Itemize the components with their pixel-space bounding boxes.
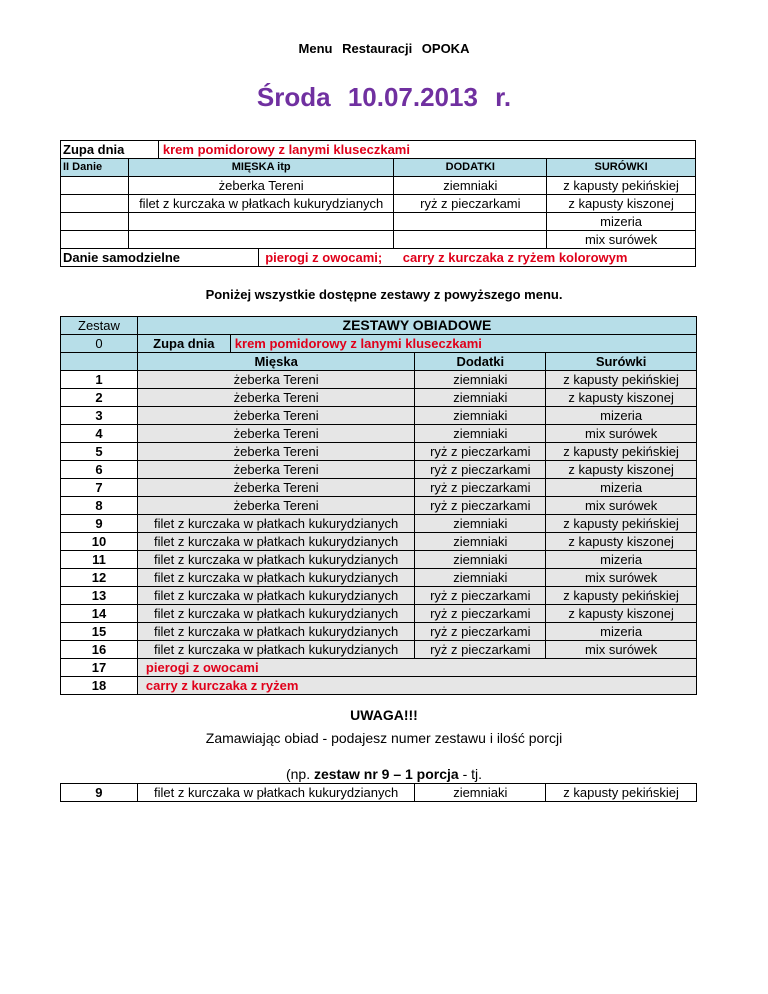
menu-meat [128, 213, 394, 231]
set-row [61, 533, 697, 551]
set-side: ryż z pieczarkami [415, 587, 546, 605]
set-meat: żeberka Tereni [137, 497, 414, 515]
set-number: 8 [61, 497, 138, 515]
set-row [61, 407, 697, 425]
set-row [61, 461, 697, 479]
menu-row [61, 213, 696, 231]
set-meat: żeberka Tereni [137, 389, 414, 407]
col-salads-header: SURÓWKI [547, 159, 696, 177]
set-salad: mix surówek [546, 569, 697, 587]
set-salad: mizeria [546, 623, 697, 641]
set-meat: filet z kurczaka w płatkach kukurydzianych [137, 605, 414, 623]
standalone-label: Danie samodzielne [61, 249, 259, 267]
set-salad: z kapusty kiszonej [546, 533, 697, 551]
set-meat: żeberka Tereni [137, 461, 414, 479]
set-number: 9 [61, 515, 138, 533]
col-meat-header: MIĘSKA itp [128, 159, 394, 177]
menu-row [61, 231, 696, 249]
set-number: 13 [61, 587, 138, 605]
set-side: ryż z pieczarkami [415, 443, 546, 461]
notice-title: UWAGA!!! [350, 707, 418, 723]
set-salad: z kapusty kiszonej [546, 389, 697, 407]
sets-col-meat: Mięska [137, 353, 414, 371]
set-number: 6 [61, 461, 138, 479]
set-salad: mizeria [546, 551, 697, 569]
notice-line: Zamawiając obiad - podajesz numer zestawu i ilość porcji [205, 730, 563, 746]
col-sides-header: DODATKI [394, 159, 547, 177]
set-row [61, 551, 697, 569]
set-meat: żeberka Tereni [137, 425, 414, 443]
example-meat: filet z kurczaka w płatkach kukurydzianych [137, 784, 415, 802]
sets-header: ZESTAWY OBIADOWE [137, 317, 696, 335]
soup-name: krem pomidorowy z lanymi kluseczkami [158, 141, 695, 159]
set-number: 3 [61, 407, 138, 425]
set-meat: filet z kurczaka w płatkach kukurydzianych [137, 515, 414, 533]
set-row [61, 641, 697, 659]
set-salad: mix surówek [546, 641, 697, 659]
set-side: ryż z pieczarkami [415, 605, 546, 623]
set-salad: z kapusty pekińskiej [546, 443, 697, 461]
set-side: ryż z pieczarkami [415, 479, 546, 497]
set-number: 7 [61, 479, 138, 497]
standalone-dishes [258, 249, 695, 267]
sets-table [60, 316, 697, 695]
set-side: ryż z pieczarkami [415, 623, 546, 641]
set-number: 4 [61, 425, 138, 443]
set-side: ziemniaki [415, 371, 546, 389]
second-course-label: II Danie [61, 159, 129, 177]
set-side: ziemniaki [415, 551, 546, 569]
set-row [61, 425, 697, 443]
example-set-number: 9 [61, 784, 138, 802]
set-meat: filet z kurczaka w płatkach kukurydzianych [137, 533, 414, 551]
set-row [61, 605, 697, 623]
sets-soup-name: krem pomidorowy z lanymi kluseczkami [230, 335, 696, 353]
menu-salad: mizeria [547, 213, 696, 231]
set-salad: z kapusty kiszonej [546, 461, 697, 479]
sets-subtitle: Poniżej wszystkie dostępne zestawy z powyższego menu. [205, 287, 563, 302]
set-salad: mix surówek [546, 497, 697, 515]
set-number: 1 [61, 371, 138, 389]
menu-meat: żeberka Tereni [128, 177, 394, 195]
set-salad: z kapusty kiszonej [546, 605, 697, 623]
menu-row [61, 177, 696, 195]
menu-meat: filet z kurczaka w płatkach kukurydzianych [128, 195, 394, 213]
set-side: ziemniaki [415, 425, 546, 443]
menu-side [394, 213, 547, 231]
set-salad: z kapusty pekińskiej [546, 587, 697, 605]
example-side: ziemniaki [415, 784, 546, 802]
set-number: 5 [61, 443, 138, 461]
menu-meat [128, 231, 394, 249]
set-side: ziemniaki [415, 389, 546, 407]
special-set-row [61, 677, 697, 695]
set-salad: mizeria [546, 479, 697, 497]
special-dish: pierogi z owocami [137, 659, 696, 677]
notice-example [0, 766, 768, 782]
set-meat: filet z kurczaka w płatkach kukurydzianych [137, 587, 414, 605]
set-salad: z kapusty pekińskiej [546, 371, 697, 389]
set-row [61, 479, 697, 497]
set-row [61, 515, 697, 533]
set-meat: filet z kurczaka w płatkach kukurydzianych [137, 569, 414, 587]
set-salad: z kapusty pekińskiej [546, 515, 697, 533]
sets-col-salads: Surówki [546, 353, 697, 371]
set-meat: żeberka Tereni [137, 479, 414, 497]
set-number: 12 [61, 569, 138, 587]
set-row [61, 569, 697, 587]
set-side: ziemniaki [415, 569, 546, 587]
daily-menu-table [60, 140, 696, 267]
set-meat: żeberka Tereni [137, 407, 414, 425]
example-prefix: (np. [285, 766, 314, 782]
set-meat: żeberka Tereni [137, 371, 414, 389]
set-row [61, 371, 697, 389]
menu-salad: mix surówek [547, 231, 696, 249]
menu-date: Środa 10.07.2013 r. [256, 82, 512, 112]
menu-salad: z kapusty pekińskiej [547, 177, 696, 195]
set-side: ryż z pieczarkami [415, 461, 546, 479]
example-bold: zestaw nr 9 – 1 porcja [313, 766, 459, 782]
menu-side: ziemniaki [394, 177, 547, 195]
set-meat: żeberka Tereni [137, 443, 414, 461]
sets-soup-label: Zupa dnia [137, 335, 230, 353]
zestaw-zero: 0 [61, 335, 138, 353]
set-side: ziemniaki [415, 533, 546, 551]
page-title: Menu Restauracji OPOKA [298, 41, 470, 56]
sets-col-sides: Dodatki [415, 353, 546, 371]
set-number: 2 [61, 389, 138, 407]
set-row [61, 587, 697, 605]
standalone-dish-1: pierogi z owocami; [265, 250, 383, 265]
menu-salad: z kapusty kiszonej [547, 195, 696, 213]
set-meat: filet z kurczaka w płatkach kukurydzianych [137, 641, 414, 659]
set-row [61, 497, 697, 515]
example-table [60, 783, 697, 802]
set-side: ziemniaki [415, 407, 546, 425]
set-number: 18 [61, 677, 138, 695]
set-number: 11 [61, 551, 138, 569]
example-salad: z kapusty pekińskiej [546, 784, 697, 802]
menu-side: ryż z pieczarkami [394, 195, 547, 213]
set-row [61, 623, 697, 641]
set-number: 17 [61, 659, 138, 677]
zestaw-label: Zestaw [61, 317, 138, 335]
standalone-dish-2: carry z kurczaka z ryżem kolorowym [402, 250, 628, 265]
menu-row [61, 195, 696, 213]
set-salad: mizeria [546, 407, 697, 425]
set-meat: filet z kurczaka w płatkach kukurydzianych [137, 551, 414, 569]
set-side: ziemniaki [415, 515, 546, 533]
set-salad: mix surówek [546, 425, 697, 443]
set-side: ryż z pieczarkami [415, 497, 546, 515]
set-number: 15 [61, 623, 138, 641]
set-number: 16 [61, 641, 138, 659]
soup-label: Zupa dnia [61, 141, 159, 159]
example-suffix: - tj. [458, 766, 483, 782]
set-side: ryż z pieczarkami [415, 641, 546, 659]
menu-side [394, 231, 547, 249]
set-number: 14 [61, 605, 138, 623]
set-row [61, 389, 697, 407]
set-number: 10 [61, 533, 138, 551]
special-set-row [61, 659, 697, 677]
special-dish: carry z kurczaka z ryżem [137, 677, 696, 695]
set-meat: filet z kurczaka w płatkach kukurydzianych [137, 623, 414, 641]
set-row [61, 443, 697, 461]
